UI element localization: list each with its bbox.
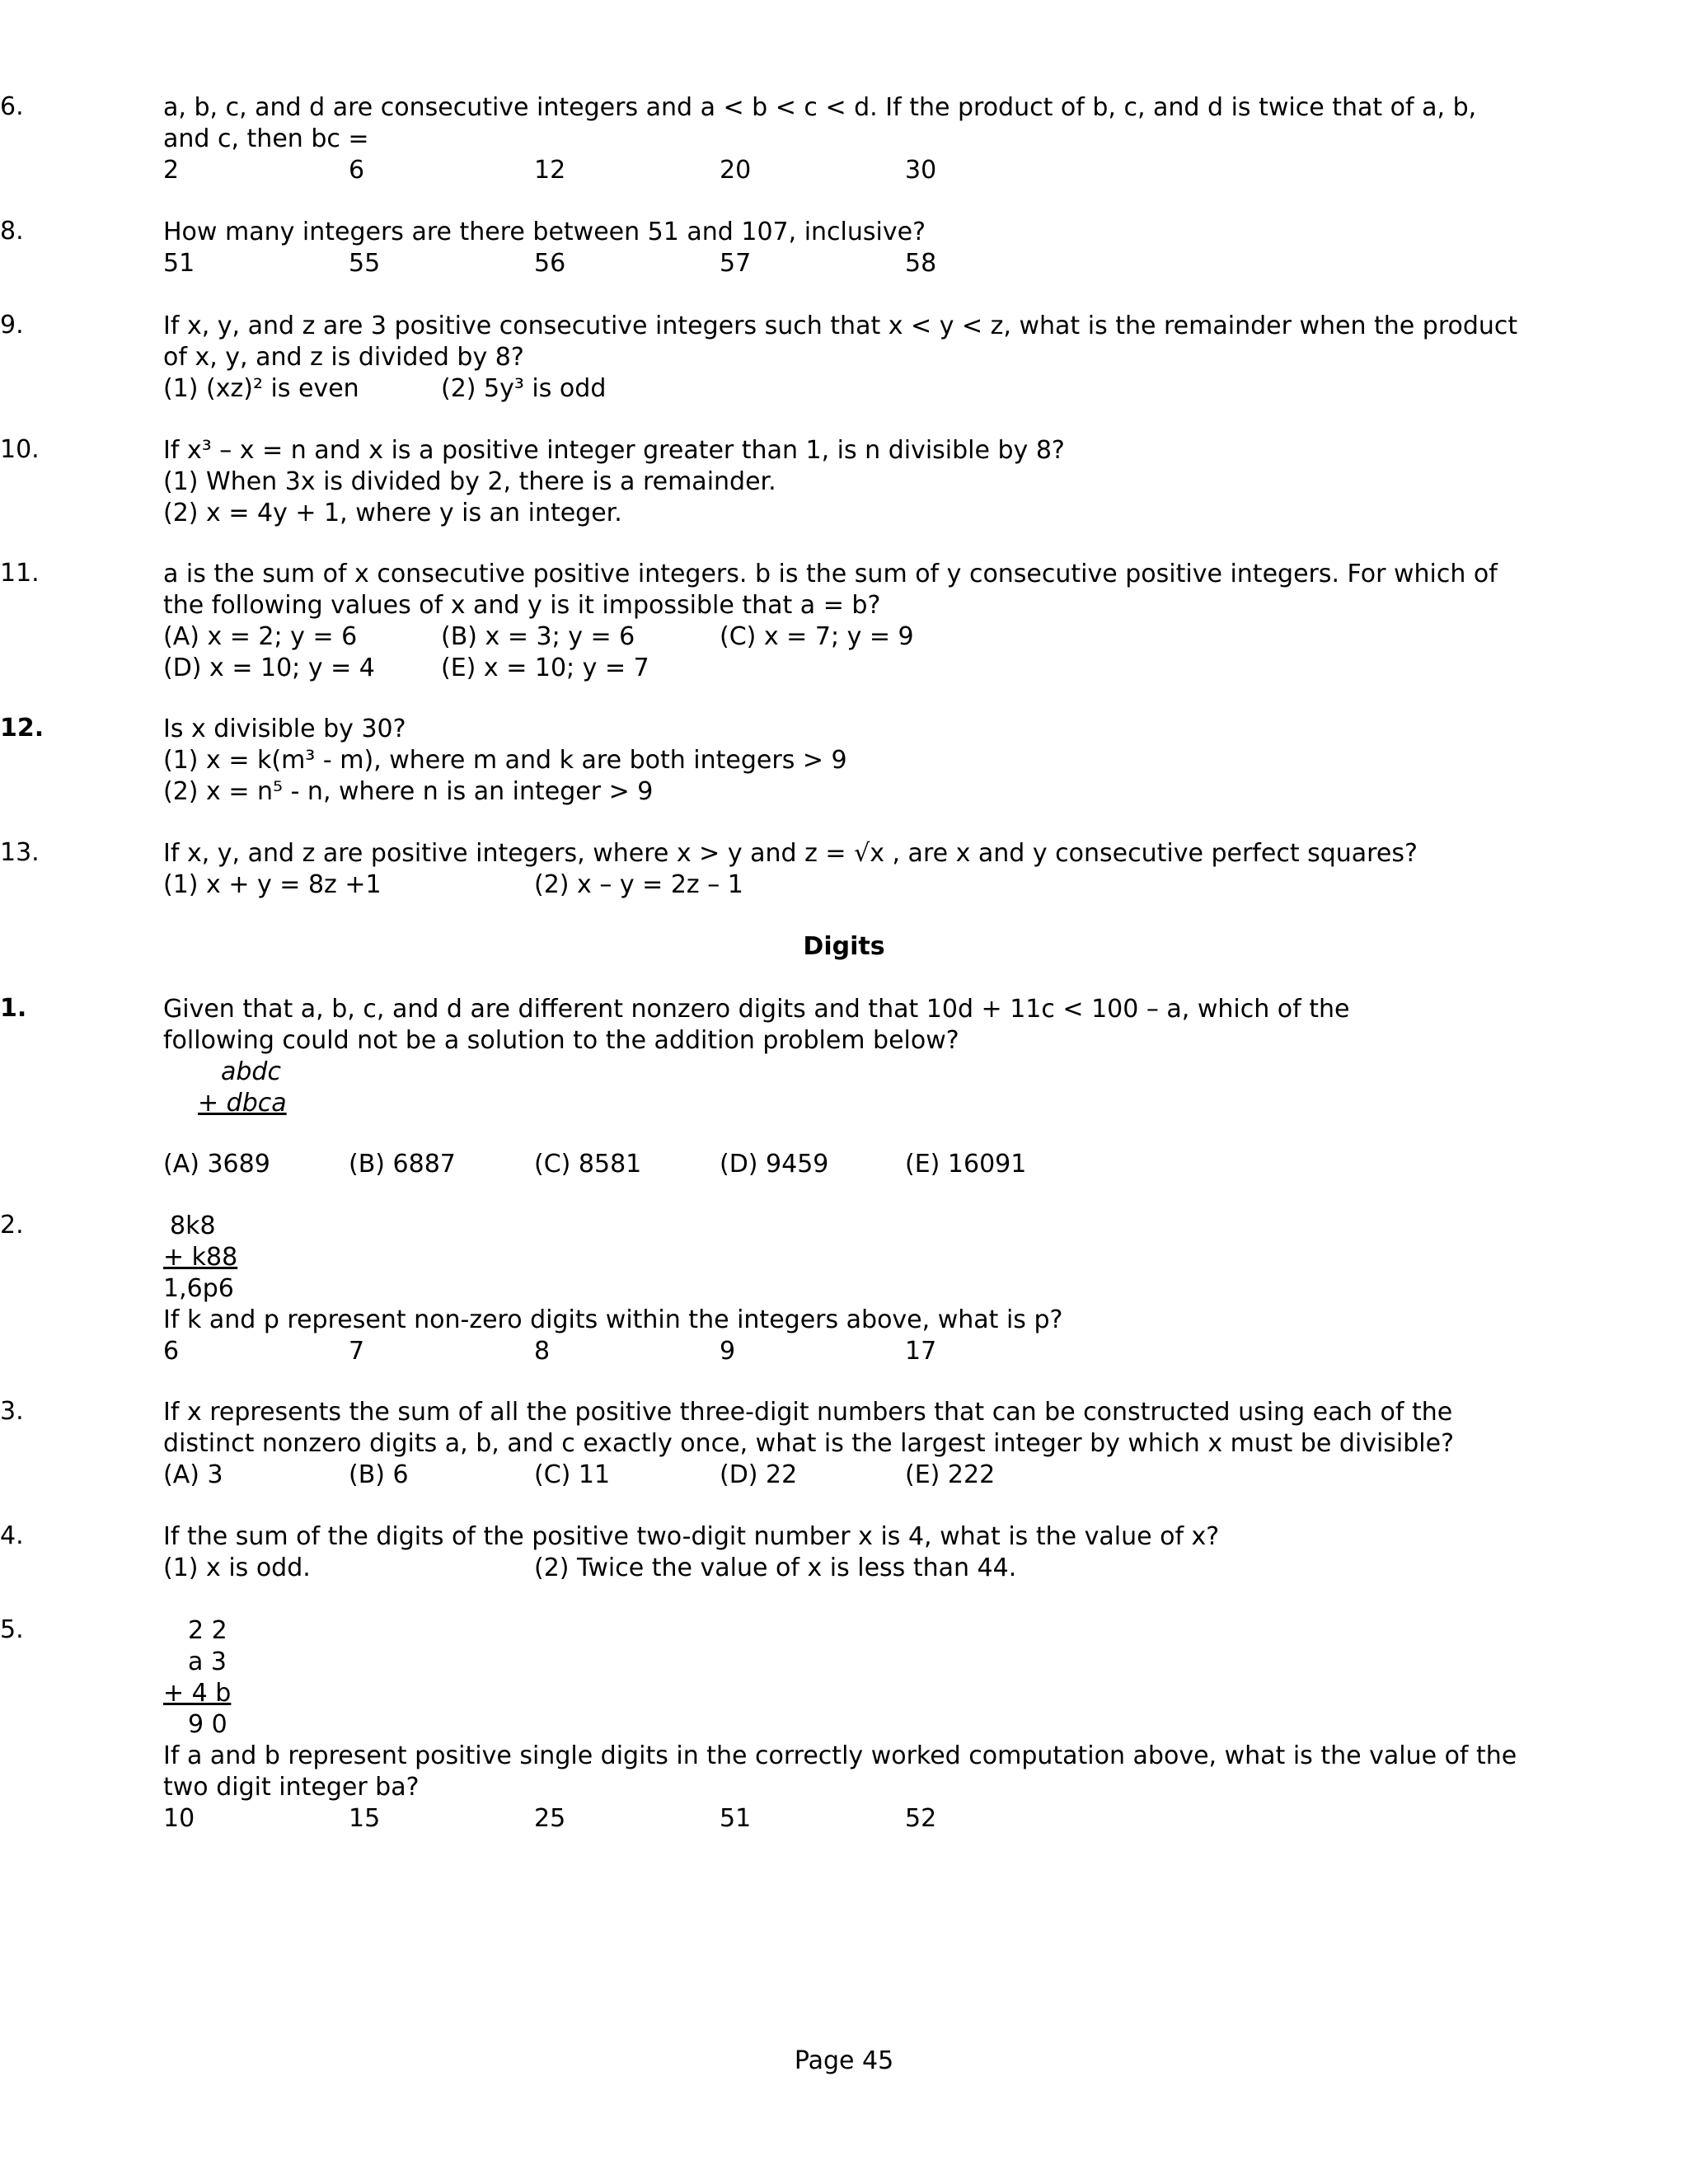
answer-option: 15 bbox=[349, 1804, 381, 1833]
question-number: 6. bbox=[0, 92, 24, 121]
statement-1: (1) (xz)² is even bbox=[163, 374, 359, 403]
answer-option: 51 bbox=[163, 249, 195, 278]
answer-option: 17 bbox=[905, 1337, 937, 1366]
answer-options bbox=[163, 248, 1531, 279]
answer-option: 8 bbox=[534, 1337, 551, 1366]
question-number: 8. bbox=[0, 217, 24, 246]
answer-options bbox=[163, 1460, 1531, 1491]
digits-question-4 bbox=[0, 1521, 1531, 1584]
answer-option: 10 bbox=[163, 1804, 195, 1833]
answer-option: 30 bbox=[905, 156, 937, 185]
question-9 bbox=[0, 311, 1531, 405]
answer-option: (B) 6 bbox=[349, 1460, 409, 1489]
statement-1: (1) x is odd. bbox=[163, 1554, 311, 1582]
answer-option: 55 bbox=[349, 249, 381, 278]
answer-option: 9 bbox=[720, 1337, 736, 1366]
answer-option: (D) 9459 bbox=[720, 1150, 829, 1179]
question-11 bbox=[0, 559, 1531, 684]
question-text-line: If x, y, and z are 3 positive consecutive integers such that x < y < z, what is the remainder when the product bbox=[163, 312, 1518, 340]
addition-row: + 4 b bbox=[163, 1679, 232, 1708]
answer-option: 2 bbox=[163, 156, 180, 185]
question-text-line: a is the sum of x consecutive positive integers. b is the sum of y consecutive positive integers. For which of bbox=[163, 560, 1498, 588]
question-number: 11. bbox=[0, 559, 40, 588]
answer-option: (C) x = 7; y = 9 bbox=[720, 622, 914, 651]
addition-row: + dbca bbox=[198, 1089, 287, 1118]
answer-option: (A) 3 bbox=[163, 1460, 223, 1489]
statement-2: (2) x = n⁵ - n, where n is an integer > 9 bbox=[163, 777, 654, 806]
addition-row: + k88 bbox=[163, 1243, 238, 1272]
answer-option: 56 bbox=[534, 249, 566, 278]
question-text-line: If x represents the sum of all the positive three-digit numbers that can be constructed using each of the bbox=[163, 1398, 1453, 1427]
question-text-line: Is x divisible by 30? bbox=[163, 715, 406, 743]
question-text-line: If x, y, and z are positive integers, where x > y and z = √x , are x and y consecutive perfect squares? bbox=[163, 839, 1418, 868]
answer-option: (A) x = 2; y = 6 bbox=[163, 622, 358, 651]
question-text-line: and c, then bc = bbox=[163, 124, 369, 153]
answer-option: 6 bbox=[163, 1337, 180, 1366]
statement-2: (2) x – y = 2z – 1 bbox=[534, 870, 743, 899]
answer-option: (D) 22 bbox=[720, 1460, 798, 1489]
question-text-line: If k and p represent non-zero digits within the integers above, what is p? bbox=[163, 1305, 1063, 1334]
digits-question-5 bbox=[0, 1615, 1531, 1835]
question-text-line: How many integers are there between 51 and 107, inclusive? bbox=[163, 218, 926, 246]
question-text-line: If x³ – x = n and x is a positive integer greater than 1, is n divisible by 8? bbox=[163, 436, 1065, 465]
statement-1: (1) x = k(m³ - m), where m and k are both integers > 9 bbox=[163, 746, 847, 775]
statement-2: (2) Twice the value of x is less than 44. bbox=[534, 1554, 1017, 1582]
question-number: 9. bbox=[0, 311, 24, 340]
answer-option: (D) x = 10; y = 4 bbox=[163, 654, 375, 682]
question-number: 13. bbox=[0, 838, 40, 867]
section-title: Digits bbox=[803, 932, 885, 961]
answer-option: (C) 11 bbox=[534, 1460, 611, 1489]
answer-option: 20 bbox=[720, 156, 752, 185]
answer-options bbox=[163, 1803, 1531, 1835]
question-12 bbox=[0, 714, 1531, 808]
answer-option: 57 bbox=[720, 249, 752, 278]
question-text-line: distinct nonzero digits a, b, and c exactly once, what is the largest integer by which x must be divisible? bbox=[163, 1429, 1455, 1458]
answer-option: (B) 6887 bbox=[349, 1150, 456, 1179]
question-number: 5. bbox=[0, 1615, 24, 1644]
question-8 bbox=[0, 217, 1531, 279]
question-text-line: following could not be a solution to the addition problem below? bbox=[163, 1026, 959, 1055]
answer-option: 25 bbox=[534, 1804, 566, 1833]
statement-2: (2) x = 4y + 1, where y is an integer. bbox=[163, 499, 622, 527]
answer-option: (B) x = 3; y = 6 bbox=[441, 622, 635, 651]
statement-1: (1) When 3x is divided by 2, there is a remainder. bbox=[163, 467, 776, 496]
question-10 bbox=[0, 435, 1531, 529]
answer-option: (E) 222 bbox=[905, 1460, 996, 1489]
statement-1: (1) x + y = 8z +1 bbox=[163, 870, 382, 899]
answer-options bbox=[163, 1149, 1531, 1180]
question-number: 4. bbox=[0, 1521, 24, 1550]
question-text-line: If the sum of the digits of the positive two-digit number x is 4, what is the value of x? bbox=[163, 1522, 1220, 1551]
statements bbox=[163, 373, 1531, 405]
digits-question-2 bbox=[0, 1211, 1531, 1367]
question-13 bbox=[0, 838, 1531, 901]
addition-row: 8k8 bbox=[170, 1212, 216, 1240]
answer-option: 52 bbox=[905, 1804, 937, 1833]
question-number: 2. bbox=[0, 1211, 24, 1240]
answer-option: (C) 8581 bbox=[534, 1150, 642, 1179]
question-text-line: a, b, c, and d are consecutive integers and a < b < c < d. If the product of b, c, and d is twice that of a, b, bbox=[163, 93, 1477, 122]
statement-2: (2) 5y³ is odd bbox=[441, 374, 607, 403]
page-number: Page 45 bbox=[794, 2046, 894, 2075]
question-text-line: the following values of x and y is it impossible that a = b? bbox=[163, 591, 881, 620]
statements bbox=[163, 869, 1531, 901]
answer-options bbox=[163, 621, 1531, 653]
answer-options bbox=[163, 653, 1531, 684]
question-text-line: If a and b represent positive single digits in the correctly worked computation above, what is the value of the bbox=[163, 1741, 1517, 1770]
digits-question-1 bbox=[0, 994, 1531, 1180]
statements bbox=[163, 1553, 1531, 1584]
question-text-line: two digit integer ba? bbox=[163, 1773, 420, 1802]
addition-row: 9 0 bbox=[188, 1710, 227, 1739]
answer-option: (A) 3689 bbox=[163, 1150, 270, 1179]
answer-option: 51 bbox=[720, 1804, 752, 1833]
question-number: 10. bbox=[0, 435, 40, 464]
answer-option: 7 bbox=[349, 1337, 365, 1366]
addition-row: 1,6p6 bbox=[163, 1274, 234, 1303]
answer-options bbox=[163, 155, 1531, 186]
question-6 bbox=[0, 92, 1531, 186]
answer-option: (E) x = 10; y = 7 bbox=[441, 654, 649, 682]
question-text-line: Given that a, b, c, and d are different nonzero digits and that 10d + 11c < 100 – a, which of the bbox=[163, 995, 1350, 1024]
digits-question-3 bbox=[0, 1397, 1531, 1491]
question-number: 12. bbox=[0, 714, 45, 743]
answer-option: 6 bbox=[349, 156, 365, 185]
answer-option: (E) 16091 bbox=[905, 1150, 1027, 1179]
answer-option: 58 bbox=[905, 249, 937, 278]
question-number: 1. bbox=[0, 994, 27, 1023]
question-text-line: of x, y, and z is divided by 8? bbox=[163, 343, 524, 372]
addition-row: abdc bbox=[221, 1057, 281, 1086]
addition-row: a 3 bbox=[188, 1647, 227, 1676]
answer-options bbox=[163, 1336, 1531, 1367]
addition-row: 2 2 bbox=[188, 1616, 227, 1645]
question-number: 3. bbox=[0, 1397, 24, 1426]
answer-option: 12 bbox=[534, 156, 566, 185]
